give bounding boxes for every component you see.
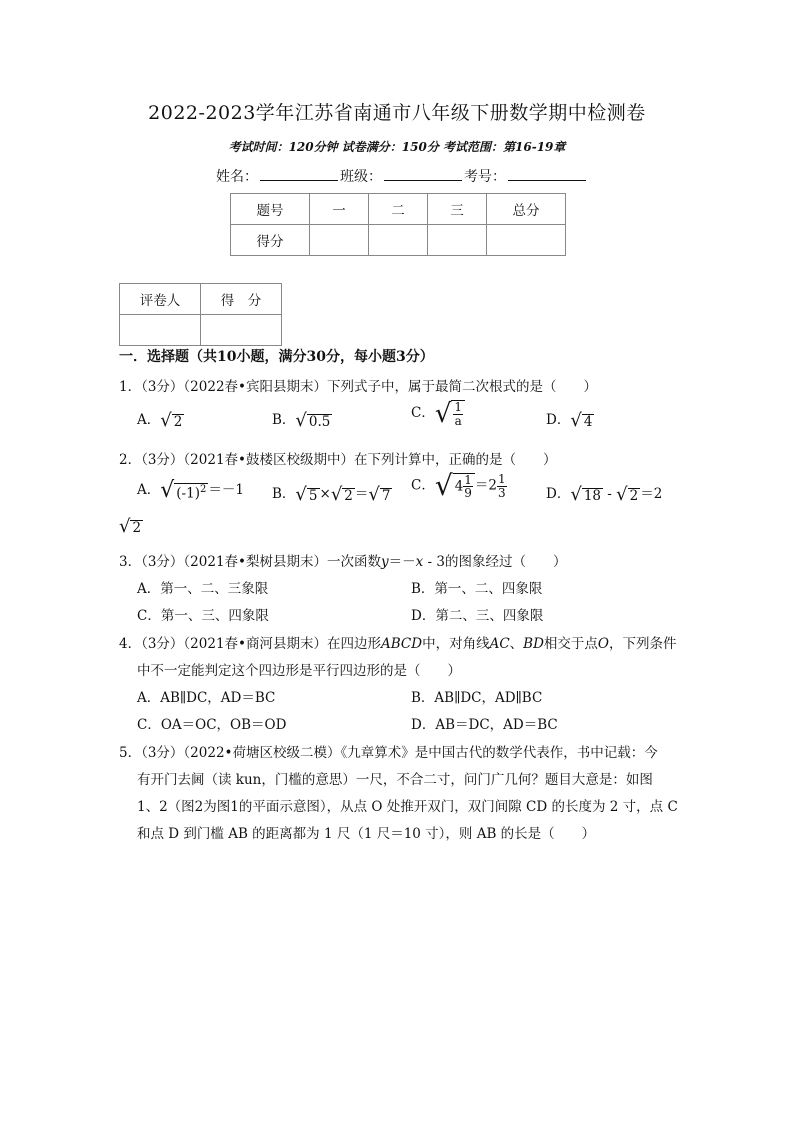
score-header-cell: 一 <box>310 194 369 225</box>
exam-info: 考试时间：120分钟 试卷满分：150分 考试范围：第16-19章 <box>228 140 566 154</box>
q2-option-d: D． √ 18 - √ 2 ＝2 <box>546 483 663 505</box>
question-5-line3: 1、2（图2为图1的平面示意图），从点 O 处推开双门，双门间隙 CD 的长度为 2 寸，点 C <box>137 799 678 815</box>
class-blank <box>384 166 462 181</box>
score-cell <box>310 225 369 256</box>
grader-cell <box>120 315 201 346</box>
question-4-stem: 4．（3分）（2021春•商河县期末）在四边形ABCD中，对角线AC、BD相交于点O，下列条件 <box>119 636 677 652</box>
class-label: 班级： <box>340 169 382 185</box>
q4-option-b: B．AB∥DC，AD∥BC <box>411 690 543 706</box>
student-info-line <box>216 166 588 186</box>
score-cell <box>428 225 487 256</box>
q1-option-a: A． √ 2 <box>137 409 183 431</box>
section-title: 一．选择题（共10小题，满分30分，每小题3分） <box>119 349 434 365</box>
question-5-line4: 和点 D 到门槛 AB 的距离都为 1 尺（1 尺＝10 寸），则 AB 的长是（ ） <box>137 826 596 842</box>
question-3-stem: 3．（3分）（2021春•梨树县期末）一次函数y＝－x - 3的图象经过（ ） <box>119 554 567 570</box>
page-title: 2022-2023学年江苏省南通市八年级下册数学期中检测卷 <box>148 102 646 124</box>
score-header-cell: 题号 <box>231 194 310 225</box>
q3-option-a: A．第一、二、三象限 <box>137 581 269 597</box>
score-header-cell: 二 <box>369 194 428 225</box>
score-header-cell: 总分 <box>487 194 566 225</box>
question-1-stem: 1．（3分）（2022春•宾阳县期末）下列式子中，属于最简二次根式的是（ ） <box>119 379 597 395</box>
number-blank <box>508 166 586 181</box>
q1-option-d: D． √ 4 <box>546 409 593 431</box>
q1-option-c: C． √ $\frac{1}{a}$ <box>411 400 465 427</box>
question-2-stem: 2．（3分）（2021春•鼓楼区校级期中）在下列计算中，正确的是（ ） <box>119 452 557 468</box>
q2-option-a: A． √ $(-1)^2$ ＝－1 <box>137 477 244 503</box>
number-label: 考号： <box>464 169 506 185</box>
q2-option-c: C． √ 4 $\frac{1}{9}$ ＝2 $\frac{1}{3}$ <box>411 469 506 502</box>
question-5-line2: 有开门去阃（读 kun，门槛的意思）一尺，不合二寸，问门广几何？题目大意是：如图 <box>137 772 653 788</box>
q2-option-d-wrap: √ 2 <box>119 516 142 537</box>
question-5-line1: 5．（3分）（2022•荷塘区校级二模）《九章算术》是中国古代的数学代表作，书中记载：今 <box>119 745 658 761</box>
grader-score-label: 得 分 <box>201 284 282 315</box>
q3-option-d: D．第二、三、四象限 <box>411 608 544 624</box>
q4-option-a: A．AB∥DC，AD＝BC <box>137 690 276 706</box>
question-4-stem-line2: 中不一定能判定这个四边形是平行四边形的是（ ） <box>137 663 461 679</box>
score-cell <box>487 225 566 256</box>
grader-table <box>119 283 282 346</box>
q1-option-b: B． √ 0.5 <box>272 409 331 431</box>
q3-option-c: C．第一、三、四象限 <box>137 608 269 624</box>
q4-option-d: D．AB＝DC，AD＝BC <box>411 717 558 733</box>
score-header-cell: 三 <box>428 194 487 225</box>
q2-option-b: B． √ 5 × √ 2 ＝ √ 7 <box>272 483 391 505</box>
score-cell <box>369 225 428 256</box>
score-table <box>230 193 566 256</box>
name-blank <box>260 166 338 181</box>
q4-option-c: C．OA＝OC，OB＝OD <box>137 717 287 733</box>
grader-cell <box>201 315 282 346</box>
grader-label: 评卷人 <box>120 284 201 315</box>
score-row-label: 得分 <box>231 225 310 256</box>
q3-option-b: B．第一、二、四象限 <box>411 581 543 597</box>
name-label: 姓名： <box>216 169 258 185</box>
